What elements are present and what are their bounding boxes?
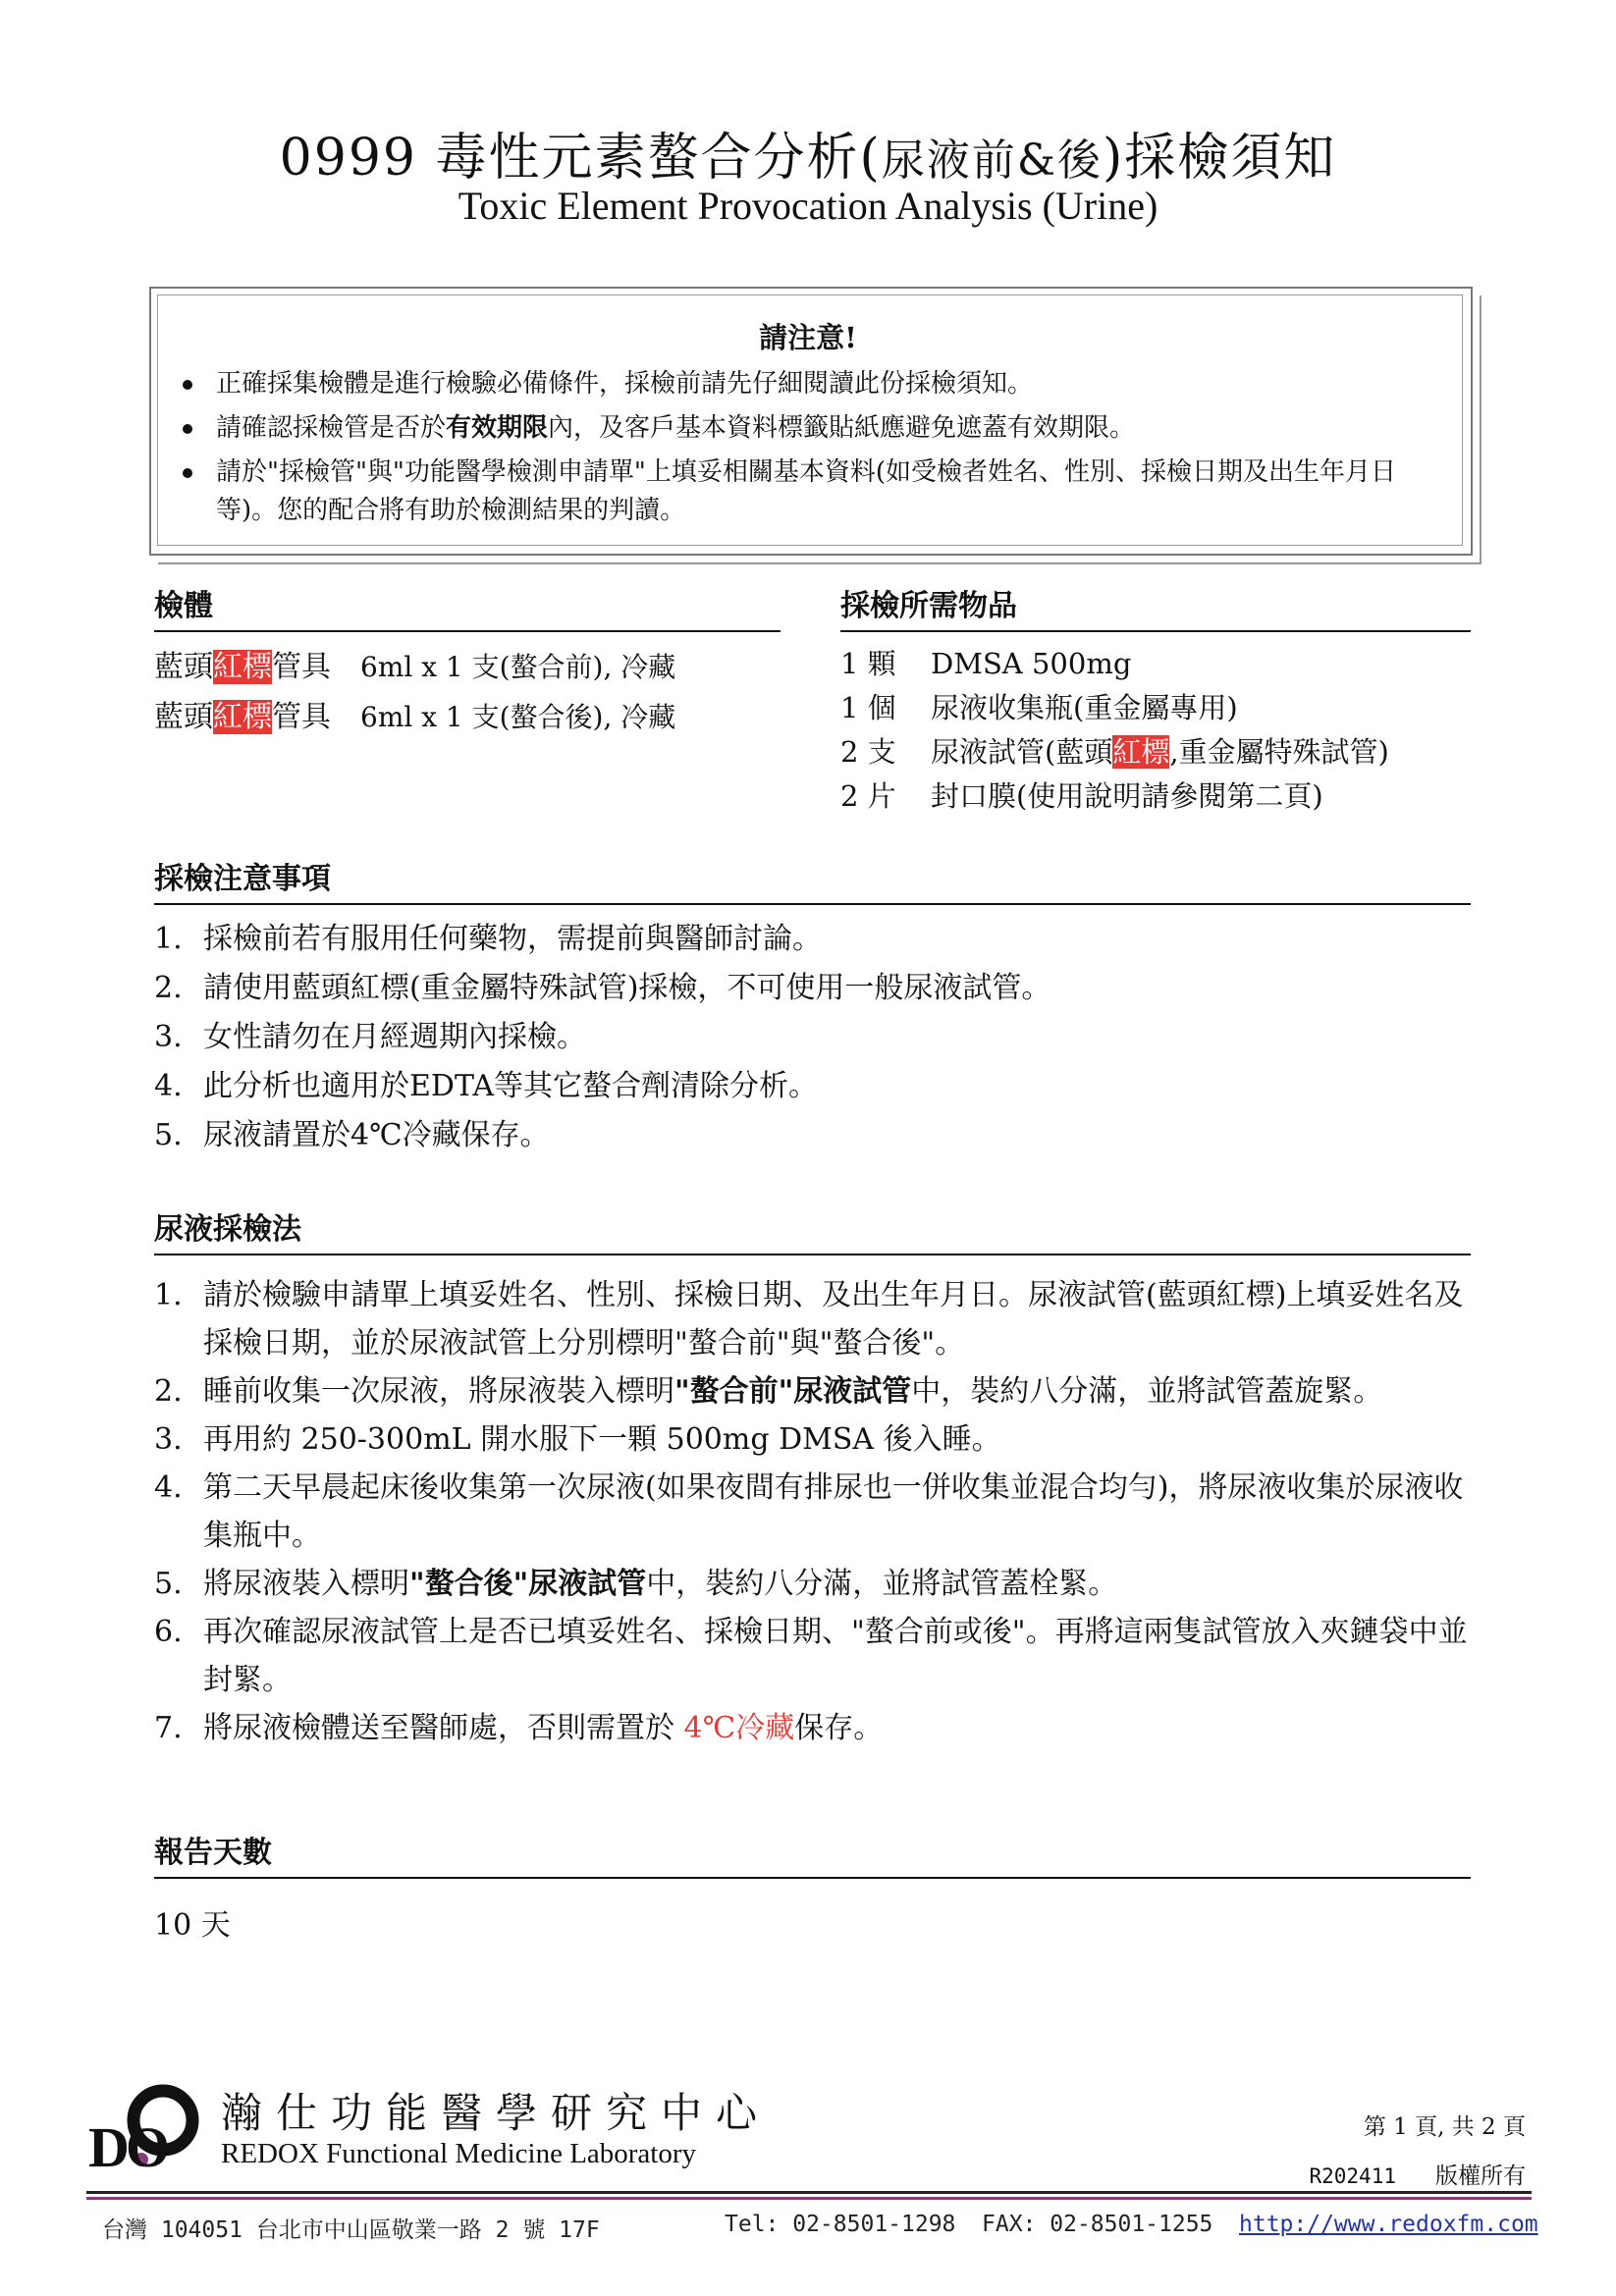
- notice-item-emphasis: 有效期限: [446, 413, 549, 443]
- notice-item: [175, 454, 1451, 530]
- footer-divider-accent: [86, 2197, 1532, 2200]
- notice-item-text: 正確採集檢體是進行檢驗必備條件，採檢前請先仔細閱讀此份採檢須知。: [216, 369, 1034, 399]
- precautions-section: [154, 854, 1471, 1160]
- title-zh-part1: 毒性元素螯合分析(: [435, 129, 882, 187]
- specimen-row: [154, 692, 781, 742]
- supply-item-text: ,重金屬特殊試管): [1169, 735, 1389, 769]
- list-text: 將尿液檢體送至醫師處，否則需置於: [203, 1711, 684, 1745]
- report-days-value: 10 天: [154, 1908, 231, 1943]
- list-number: 2.: [154, 1374, 183, 1409]
- title-code: 0999: [279, 129, 418, 187]
- list-item: [154, 1608, 1471, 1704]
- footer-divider: [86, 2191, 1532, 2194]
- list-item: [154, 1013, 1471, 1062]
- specimen-tube-type: 管具: [272, 700, 331, 734]
- specimen-row: [154, 642, 781, 692]
- list-text: 請使用藍頭紅標(重金屬特殊試管)採檢，不可使用一般尿液試管。: [203, 971, 1051, 1005]
- list-item: [154, 915, 1471, 964]
- supply-item: 尿液收集瓶(重金屬專用): [931, 691, 1238, 724]
- specimen-volume: 6ml x 1 支(螯合前), 冷藏: [360, 651, 676, 683]
- list-item: [154, 1367, 1471, 1415]
- bullet-icon: [183, 468, 192, 478]
- list-item: [154, 1062, 1471, 1111]
- page-subtitle: Toxic Element Provocation Analysis (Urine): [458, 184, 1158, 228]
- list-text: 女性請勿在月經週期內採檢。: [203, 1020, 586, 1054]
- doc-code-line: [1309, 2158, 1526, 2190]
- list-text: 再用約 250-300mL 開水服下一顆 500mg DMSA 後入睡。: [203, 1422, 1001, 1457]
- method-list: [154, 1271, 1471, 1752]
- supply-row: [840, 686, 1471, 730]
- list-number: 1.: [154, 922, 183, 956]
- supply-item: 封口膜(使用說明請參閱第二頁): [931, 779, 1323, 813]
- list-item: [154, 964, 1471, 1013]
- notice-heading: 請注意!: [759, 321, 857, 354]
- supply-item: [931, 730, 1389, 774]
- supplies-list: [840, 642, 1471, 819]
- bullet-icon: [183, 424, 192, 434]
- list-text-emphasis: "螯合前"尿液試管: [674, 1374, 912, 1409]
- specimen-label-highlight: 紅標: [213, 650, 272, 684]
- supplies-heading: 採檢所需物品: [840, 581, 1471, 632]
- list-number: 2.: [154, 971, 183, 1005]
- report-section: [154, 1828, 1471, 1944]
- notice-item-text: 請於"採檢管"與"功能醫學檢測申請單"上填妥相關基本資料(如受檢者姓名、性別、採檢日期及出生年月日等)。您的配合將有助於檢測結果的判讀。: [216, 457, 1396, 525]
- specimen-heading: 檢體: [154, 581, 781, 632]
- supply-quantity: 2 支: [840, 735, 896, 769]
- list-number: 5.: [154, 1567, 183, 1601]
- list-number: 3.: [154, 1020, 183, 1054]
- doc-code: R202411: [1309, 2164, 1396, 2188]
- list-number: 3.: [154, 1422, 183, 1457]
- list-text: 保存。: [794, 1711, 884, 1745]
- method-section: [154, 1204, 1471, 1752]
- list-number: 4.: [154, 1069, 183, 1103]
- page-number: 第 1 頁, 共 2 頁: [1363, 2114, 1526, 2140]
- list-text-warning: 4℃冷藏: [683, 1711, 795, 1745]
- list-text: 中，裝約八分滿，並將試管蓋旋緊。: [911, 1374, 1383, 1409]
- list-text: 中，裝約八分滿，並將試管蓋栓緊。: [646, 1567, 1118, 1601]
- supply-quantity: 1 個: [840, 691, 896, 724]
- list-text: 第二天早晨起床後收集第一次尿液(如果夜間有排尿也一併收集並混合均勻)，將尿液收集於尿液收集瓶中。: [203, 1470, 1464, 1553]
- supply-item: DMSA 500mg: [931, 647, 1132, 680]
- list-number: 5.: [154, 1118, 183, 1152]
- notice-item-text: 內，及客戶基本資料標籤貼紙應避免遮蓋有效期限。: [548, 413, 1136, 443]
- footer-address: 台灣 104051 台北市中山區敬業一路 2 號 17F: [102, 2217, 600, 2243]
- list-text: 睡前收集一次尿液，將尿液裝入標明: [203, 1374, 674, 1409]
- notice-item: [175, 365, 1451, 403]
- notice-list: [175, 365, 1451, 536]
- list-item: [154, 1415, 1471, 1464]
- footer-fax: FAX: 02-8501-1255: [982, 2212, 1213, 2237]
- list-text: 採檢前若有服用任何藥物，需提前與醫師討論。: [203, 922, 822, 956]
- notice-item: [175, 409, 1451, 448]
- org-name-zh: 瀚仕功能醫學研究中心: [221, 2089, 772, 2137]
- list-text: 尿液請置於4℃冷藏保存。: [203, 1118, 550, 1152]
- list-number: 4.: [154, 1470, 183, 1505]
- logo-text: DO: [88, 2115, 166, 2179]
- supply-label-highlight: 紅標: [1112, 735, 1170, 769]
- supply-quantity: 1 顆: [840, 647, 896, 680]
- list-item: [154, 1464, 1471, 1560]
- list-item: [154, 1271, 1471, 1367]
- supply-quantity: 2 片: [840, 779, 896, 813]
- supply-row: [840, 730, 1471, 774]
- copyright: 版權所有: [1435, 2163, 1526, 2189]
- org-name-en: REDOX Functional Medicine Laboratory: [221, 2138, 697, 2169]
- report-heading: 報告天數: [154, 1828, 1471, 1879]
- specimen-tube-color: 藍頭: [154, 700, 213, 734]
- notice-item-text: 請確認採檢管是否於: [216, 413, 447, 443]
- list-text: 此分析也適用於EDTA等其它螯合劑清除分析。: [203, 1069, 818, 1103]
- list-text: 再次確認尿液試管上是否已填妥姓名、採檢日期、"螯合前或後"。再將這兩隻試管放入夾鏈袋中並封緊。: [203, 1615, 1468, 1697]
- footer-website-link[interactable]: http://www.redoxfm.com: [1239, 2212, 1538, 2237]
- list-number: 1.: [154, 1278, 183, 1312]
- supply-row: [840, 642, 1471, 686]
- list-number: 6.: [154, 1615, 183, 1649]
- logo: [86, 2083, 204, 2179]
- list-item: [154, 1560, 1471, 1608]
- title-zh-part2: 尿液前&後: [881, 135, 1104, 186]
- bullet-icon: [183, 380, 192, 390]
- specimen-tube-color: 藍頭: [154, 650, 213, 684]
- title-zh-part3: )採檢須知: [1103, 129, 1337, 187]
- specimen-label-highlight: 紅標: [213, 700, 272, 734]
- specimen-volume: 6ml x 1 支(螯合後), 冷藏: [360, 701, 676, 733]
- list-item: [154, 1111, 1471, 1160]
- precautions-heading: 採檢注意事項: [154, 854, 1471, 905]
- specimen-tube-type: 管具: [272, 650, 331, 684]
- list-text: 將尿液裝入標明: [203, 1567, 409, 1601]
- list-number: 7.: [154, 1711, 183, 1745]
- page-title: [0, 116, 1616, 189]
- precautions-list: [154, 915, 1471, 1160]
- list-text-emphasis: "螯合後"尿液試管: [409, 1567, 647, 1601]
- supply-item-text: 尿液試管(藍頭: [931, 735, 1113, 769]
- method-heading: 尿液採檢法: [154, 1204, 1471, 1255]
- supplies-section: [840, 581, 1471, 819]
- footer-tel: Tel: 02-8501-1298: [725, 2212, 956, 2237]
- specimen-section: [154, 581, 781, 742]
- list-text: 請於檢驗申請單上填妥姓名、性別、採檢日期、及出生年月日。尿液試管(藍頭紅標)上填妥姓名及採檢日期，並於尿液試管上分別標明"螯合前"與"螯合後"。: [203, 1278, 1464, 1361]
- supply-row: [840, 774, 1471, 819]
- specimen-list: [154, 642, 781, 742]
- list-item: [154, 1704, 1471, 1752]
